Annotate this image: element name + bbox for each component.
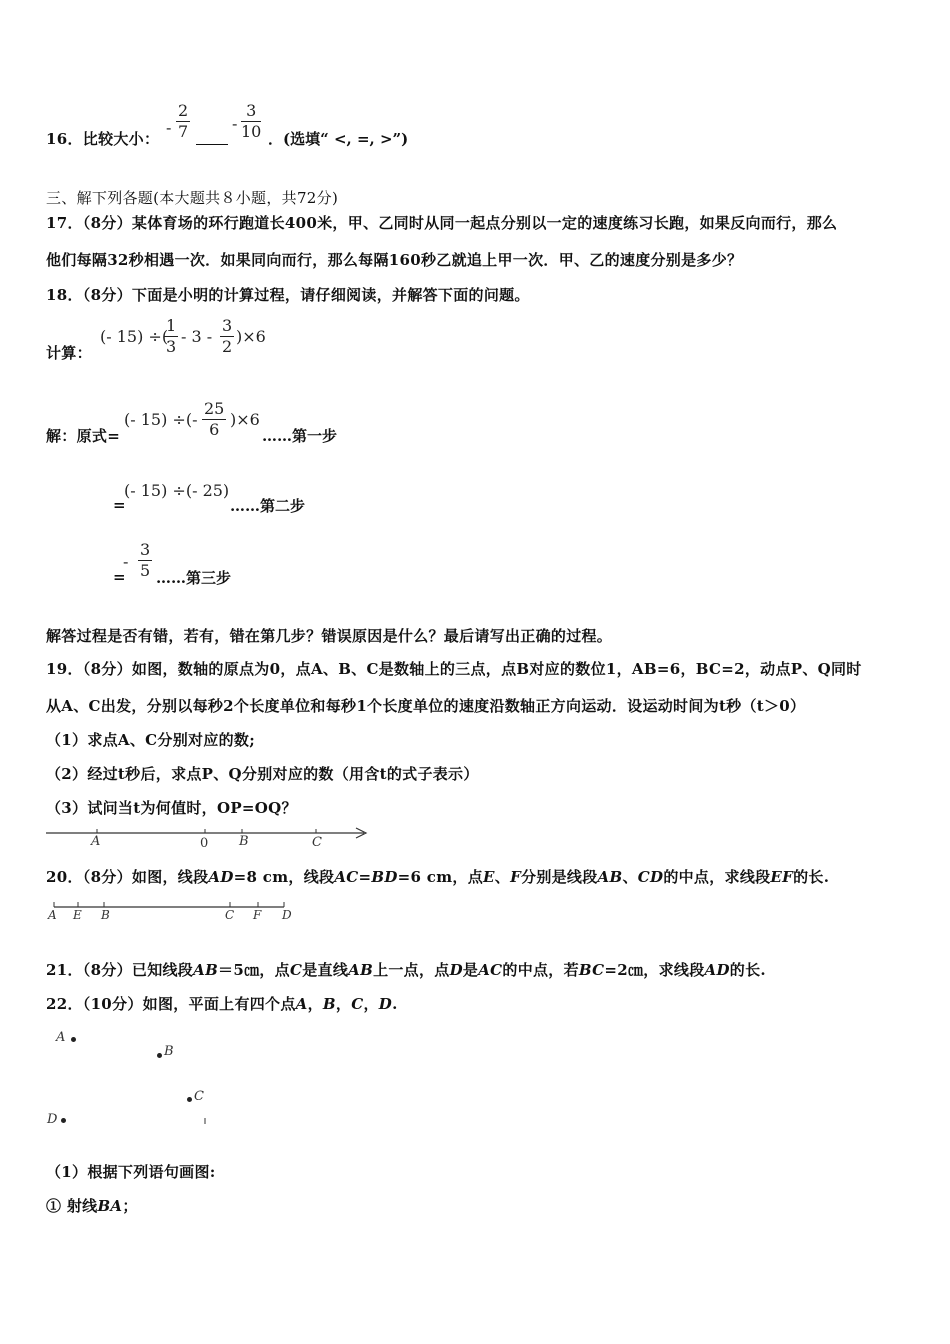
q20-pre: 20．（8分）如图，线段: [46, 868, 209, 886]
q21-line-ab: AB: [348, 961, 374, 979]
q18-line1: 18．（8分）下面是小明的计算过程，请仔细阅读，并解答下面的问题。: [46, 286, 530, 304]
q22-sub1: （1）根据下列语句画图:: [46, 1163, 216, 1181]
q21-t1: ＝5㎝，点: [218, 961, 290, 979]
q18-sol-f-den: 6: [209, 420, 220, 439]
q20-t6: 、: [622, 868, 638, 886]
q18-step2-label: ……第二步: [230, 497, 306, 515]
q18-solution-label: 解：原式=: [46, 427, 121, 445]
q21-t6: =2㎝，求线段: [604, 961, 705, 979]
q18-calc-part-a: (- 15) ÷(: [100, 327, 169, 346]
q22-point-c: C: [351, 995, 364, 1013]
point-c-dot: [187, 1097, 192, 1102]
q22-c3: ，: [363, 995, 379, 1013]
q21-t2: 是直线: [302, 961, 349, 979]
q18-step1-label: ……第一步: [262, 427, 338, 445]
q21-t7: 的长.: [729, 961, 766, 979]
q18-step3-sign: -: [123, 552, 129, 571]
q22-item1-pre: ① 射线: [46, 1197, 98, 1215]
segment-label-a: A: [48, 908, 57, 922]
q22-point-d: D: [378, 995, 393, 1013]
q20-seg-ad: AD: [208, 868, 234, 886]
segment-label-d: D: [282, 908, 292, 922]
q18-question: 解答过程是否有错，若有，错在第几步？错误原因是什么？最后请写出正确的过程。: [46, 627, 613, 645]
figure-label-a: A: [56, 1030, 66, 1045]
q19-line1: 19．（8分）如图，数轴的原点为0，点A、B、C是数轴上的三点，点B对应的数位1，AB=6，BC=2，动点P、Q同时: [46, 660, 862, 678]
q20-seg-ac: AC: [334, 868, 359, 886]
q18-calc-f1-den: 3: [166, 337, 177, 356]
q18-calc-fraction-1: [164, 316, 178, 357]
segment-label-b: B: [101, 908, 110, 922]
q19-sub1: （1）求点A、C分别对应的数;: [46, 731, 256, 749]
q21-point-d: D: [449, 961, 463, 979]
q19-sub2: （2）经过t秒后，求点P、Q分别对应的数（用含t的式子表示）: [46, 765, 479, 783]
q18-step3-equals: =: [113, 568, 126, 586]
q20-t1: =8 cm，线段: [233, 868, 335, 886]
q18-sol-f-num: 25: [204, 399, 225, 418]
q19-sub3: （3）试问当t为何值时，OP=OQ？: [46, 799, 297, 817]
q20-seg-ab: AB: [597, 868, 623, 886]
q16-frac2-den: 10: [241, 122, 262, 141]
q16-frac2-num: 3: [241, 101, 261, 122]
q18-calc-label: 计算：: [46, 344, 92, 362]
q16-tail: ．(选填“ <, =, >”): [268, 130, 409, 148]
q20-seg-ef: EF: [770, 868, 794, 886]
figure-label-b: B: [164, 1044, 174, 1059]
q18-solution-part-b: )×6: [230, 410, 260, 429]
q20-statement: [46, 866, 829, 887]
stray-mark: [204, 1118, 206, 1124]
q16-frac1-sign: -: [166, 118, 172, 137]
q21-seg-ad: AD: [704, 961, 730, 979]
q18-step3-fraction: [138, 540, 152, 581]
q20-point-f: F: [510, 868, 522, 886]
q22-statement: [46, 993, 398, 1014]
q22-item1-ray: BA: [97, 1197, 123, 1215]
q16-frac1-num: 2: [178, 101, 189, 120]
q16-fraction-1: [176, 101, 190, 142]
q21-t3: 上一点，点: [373, 961, 450, 979]
axis-label-b: B: [239, 834, 249, 849]
q18-calc-f1-num: 1: [166, 316, 177, 335]
q16-fraction-2: [241, 101, 261, 142]
q21-pre: 21．（8分）已知线段: [46, 961, 194, 979]
q20-seg-cd: CD: [637, 868, 664, 886]
q21-t5: 的中点，若: [502, 961, 579, 979]
q20-point-e: E: [483, 868, 495, 886]
q22-c2: ，: [335, 995, 352, 1013]
q16-label: 16．比较大小：: [46, 130, 160, 148]
q22-item1-end: ；: [122, 1197, 138, 1215]
section3-heading: 三、解下列各题(本大题共８小题，共72分): [46, 189, 339, 207]
q21-seg-ac: AC: [478, 961, 503, 979]
axis-label-c: C: [312, 835, 322, 850]
q18-solution-fraction: [202, 399, 226, 440]
q18-calc-part-b: - 3 -: [181, 327, 213, 346]
q17-line2: 他们每隔32秒相遇一次．如果同向而行，那么每隔160秒乙就追上甲一次．甲、乙的速度分别是多少？: [46, 251, 743, 269]
q20-t4: 、: [494, 868, 511, 886]
segment-label-f: F: [253, 908, 262, 922]
q21-seg-ab: AB: [193, 961, 219, 979]
q16-frac2-sign: -: [232, 114, 238, 133]
q18-step2-expression: (- 15) ÷(- 25): [124, 481, 230, 500]
q16-answer-blank[interactable]: [196, 144, 228, 145]
q20-seg-bd: BD: [371, 868, 398, 886]
point-d-dot: [61, 1118, 66, 1123]
q18-step3-f-num: 3: [140, 540, 151, 559]
q21-point-c: C: [289, 961, 303, 979]
q17-line1: 17．（8分）某体育场的环行跑道长400米，甲、乙同时从同一起点分别以一定的速度练习长跑，如果反向而行，那么: [46, 214, 838, 232]
q22-c1: ，: [307, 995, 323, 1013]
q21-t4: 是: [462, 961, 479, 979]
figure-label-d: D: [47, 1112, 58, 1127]
q20-t2: =: [358, 868, 372, 886]
q21-seg-bc: BC: [578, 961, 605, 979]
q16-frac1-den: 7: [178, 122, 189, 141]
q18-step3-label: ……第三步: [156, 569, 232, 587]
q18-calc-part-c: )×6: [236, 327, 266, 346]
q22-pre: 22．（10分）如图，平面上有四个点: [46, 995, 296, 1013]
point-b-dot: [157, 1053, 162, 1058]
point-a-dot: [71, 1037, 76, 1042]
axis-label-origin: 0: [200, 836, 209, 851]
q22-item1: [46, 1195, 138, 1216]
q18-calc-f2-num: 3: [222, 316, 233, 335]
q18-step3-f-den: 5: [140, 561, 151, 580]
q20-t5: 分别是线段: [521, 868, 598, 886]
q18-calc-f2-den: 2: [222, 337, 233, 356]
q22-point-b: B: [322, 995, 336, 1013]
q18-step2-equals: =: [113, 496, 126, 514]
q19-line2: 从A、C出发，分别以每秒2个长度单位和每秒1个长度单位的速度沿数轴正方向运动．设运动时间为t秒（t＞0）: [46, 697, 806, 715]
axis-label-a: A: [91, 834, 101, 849]
q20-t7: 的中点，求线段: [663, 868, 771, 886]
figure-label-c: C: [194, 1089, 204, 1104]
q21-statement: [46, 959, 766, 980]
q18-calc-fraction-2: [220, 316, 234, 357]
q22-end: .: [392, 995, 398, 1013]
q18-solution-part-a: (- 15) ÷(-: [124, 410, 198, 429]
q20-t8: 的长.: [793, 868, 830, 886]
segment-label-e: E: [73, 908, 82, 922]
segment-label-c: C: [225, 908, 235, 922]
q20-t3: =6 cm，点: [397, 868, 484, 886]
q22-point-a: A: [295, 995, 308, 1013]
